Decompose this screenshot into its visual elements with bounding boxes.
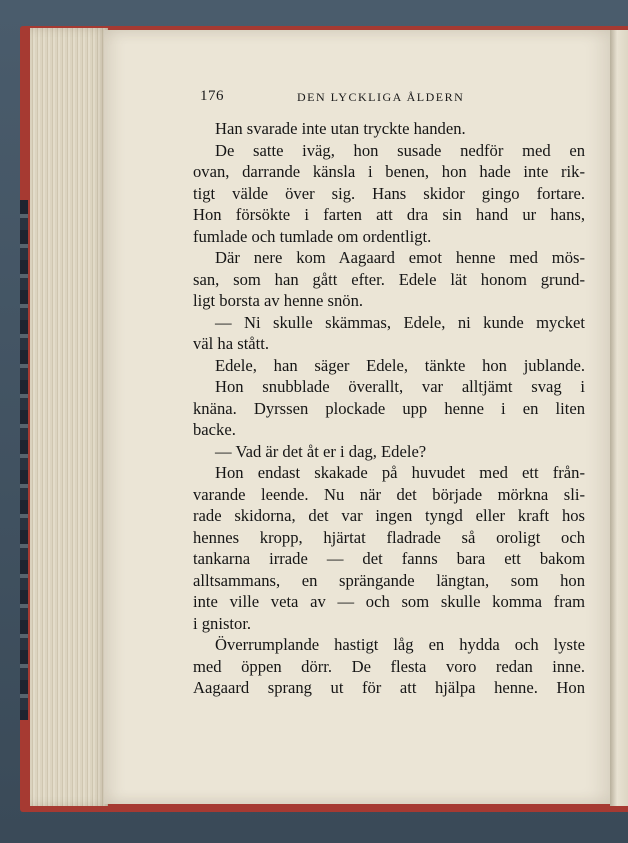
page-header <box>200 88 500 108</box>
text-line: tankarna irrade — det fanns bara ett bakom <box>193 549 585 568</box>
text-line: Edele, han säger Edele, tänkte hon jublande. <box>215 355 585 375</box>
text-line: Överrumplande hastigt låg en hydda och lyste <box>215 635 585 654</box>
text-line: De satte iväg, hon susade nedför med en <box>215 140 585 160</box>
text-line: ovan, darrande känsla i benen, hon hade inte rik- <box>193 162 585 181</box>
text-line: fumlade och tumlade om ordentligt. <box>193 226 432 246</box>
text-line: knäna. Dyrssen plockade upp henne i en liten <box>193 398 585 418</box>
text-line: ligt borsta av henne snön. <box>193 291 364 310</box>
text-line: Hon snubblade överallt, var alltjämt svag i <box>215 377 585 396</box>
text-line: hennes kropp, hjärtat fladrade så oroligt och <box>193 527 585 547</box>
text-line: inte ville veta av — och som skulle komma fram <box>193 592 585 611</box>
page-text <box>193 118 585 699</box>
running-title: DEN LYCKLIGA ÅLDERN <box>297 90 465 104</box>
text-line: tigt välde över sig. Hans skidor gingo fortare. <box>193 183 585 203</box>
text-line: san, som han gått efter. Edele lät honom grund- <box>193 269 585 289</box>
text-line: Han svarade inte utan tryckte handen. <box>215 119 466 138</box>
page-stack-edges <box>30 28 108 806</box>
text-line: väl ha stått. <box>193 334 270 353</box>
text-line: — Vad är det åt er i dag, Edele? <box>215 441 427 461</box>
text-line: backe. <box>193 420 236 439</box>
text-line: i gnistor. <box>193 613 252 633</box>
text-line: med öppen dörr. De flesta voro redan inne. <box>193 656 585 676</box>
facing-page-edge <box>610 30 628 806</box>
text-line: Där nere kom Aagaard emot henne med mös- <box>215 248 585 267</box>
text-line: rade skidorna, det var ingen tyngd eller kraft hos <box>193 506 585 525</box>
text-line: alltsammans, en sprängande längtan, som hon <box>193 570 585 590</box>
text-line: — Ni skulle skämmas, Edele, ni kunde mycket <box>215 312 585 332</box>
cover-marbled-pattern <box>20 200 28 720</box>
text-line: Aagaard sprang ut för att hjälpa henne. Hon <box>193 678 585 697</box>
text-line: varande leende. Nu när det började mörkna sli- <box>193 484 585 504</box>
page-number: 176 <box>200 88 224 104</box>
text-line: Hon försökte i farten att dra sin hand ur hans, <box>193 205 585 224</box>
text-line: Hon endast skakade på huvudet med ett från- <box>215 463 585 482</box>
